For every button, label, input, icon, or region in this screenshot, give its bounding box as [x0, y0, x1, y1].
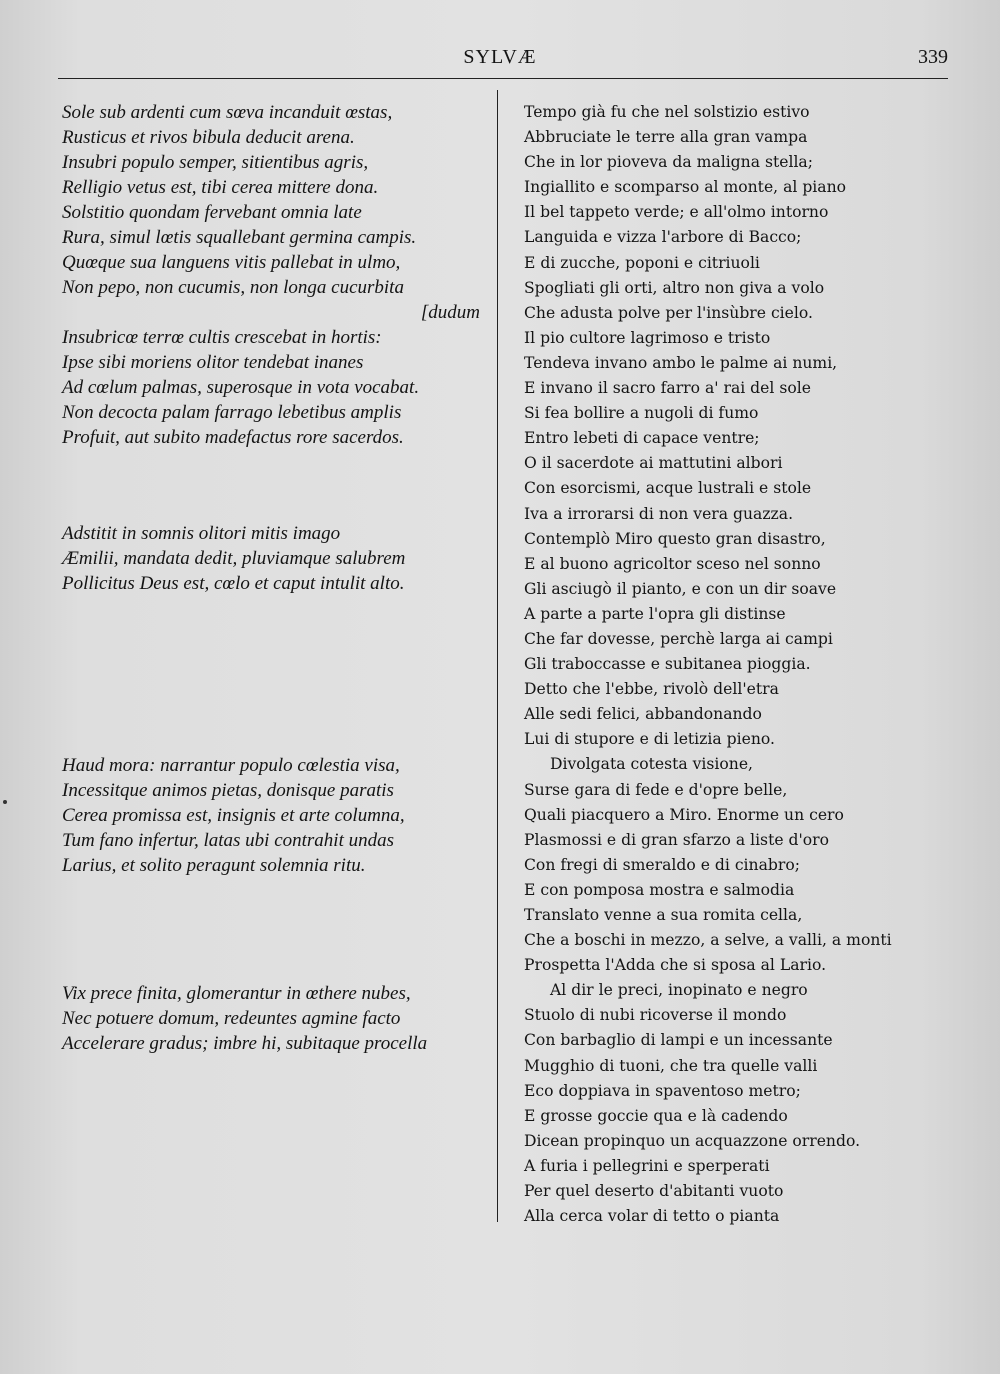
running-header-title: SYLVÆ: [463, 46, 537, 68]
latin-line: Profuit, aut subito madefactus rore sacerdos.: [62, 427, 404, 448]
italian-line: E al buono agricoltor sceso nel sonno: [524, 554, 821, 573]
italian-line: E con pomposa mostra e salmodia: [524, 880, 795, 899]
italian-translation: [524, 100, 984, 1229]
latin-line: Relligio vetus est, tibi cerea mittere dona.: [62, 177, 379, 198]
italian-line: Iva a irrorarsi di non vera guazza.: [524, 504, 794, 523]
latin-stanza-3: [62, 753, 492, 878]
latin-line: Insubri populo semper, sitientibus agris,: [62, 152, 369, 173]
italian-line: Mugghio di tuoni, che tra quelle valli: [524, 1056, 818, 1075]
italian-line: Translato venne a sua romita cella,: [524, 906, 803, 924]
italian-line: Contemplò Miro questo gran disastro,: [524, 529, 826, 548]
italian-line-paragraph-start: Al dir le preci, inopinato e negro: [550, 981, 808, 1000]
italian-line: Alla cerca volar di tetto o pianta: [524, 1207, 780, 1226]
italian-line: Gli asciugò il pianto, e con un dir soave: [524, 579, 837, 598]
italian-line: Tendeva invano ambo le palme ai numi,: [524, 353, 838, 372]
italian-line: Spogliati gli orti, altro non giva a volo: [524, 278, 825, 297]
page-number: 339: [918, 46, 948, 68]
latin-line: Solstitio quondam fervebant omnia late: [62, 202, 362, 223]
italian-line: Plasmossi e di gran sfarzo a liste d'oro: [524, 830, 830, 849]
latin-line: Non decocta palam farrago lebetibus amplis: [62, 402, 402, 423]
italian-line: Ingiallito e scomparso al monte, al piano: [524, 178, 847, 197]
latin-line: Incessitque animos pietas, donisque paratis: [62, 780, 394, 801]
italian-line: Che a boschi in mezzo, a selve, a valli, a monti: [524, 931, 892, 950]
italian-line: Detto che l'ebbe, rivolò dell'etra: [524, 680, 779, 699]
italian-line: Entro lebeti di capace ventre;: [524, 429, 760, 448]
italian-line: Con barbaglio di lampi e un incessante: [524, 1031, 833, 1050]
latin-stanza-1: [62, 100, 492, 450]
italian-line: Dicean propinquo un acquazzone orrendo.: [524, 1131, 861, 1150]
italian-line: Eco doppiava in spaventoso metro;: [524, 1081, 801, 1100]
latin-line: Adstitit in somnis olitori mitis imago: [62, 523, 341, 544]
italian-line: Prospetta l'Adda che si sposa al Lario.: [524, 956, 827, 975]
latin-line: Vix prece finita, glomerantur in œthere nubes,: [62, 983, 411, 1004]
italian-line: Alle sedi felici, abbandonando: [524, 705, 762, 724]
italian-line: A parte a parte l'opra gli distinse: [524, 604, 786, 623]
latin-line: Nec potuere domum, redeuntes agmine facto: [62, 1008, 401, 1029]
italian-line: O il sacerdote ai mattutini albori: [524, 454, 783, 473]
latin-line: Æmilii, mandata dedit, pluviamque salubrem: [62, 548, 406, 569]
italian-line: Il bel tappeto verde; e all'olmo intorno: [524, 203, 829, 222]
ink-spot: [3, 800, 7, 804]
latin-line: Cerea promissa est, insignis et arte columna,: [62, 805, 405, 826]
italian-line: E invano il sacro farro a' rai del sole: [524, 379, 811, 398]
latin-line: Accelerare gradus; imbre hi, subitaque procella: [62, 1033, 428, 1054]
latin-stanza-4: [62, 981, 492, 1056]
italian-line: Tempo già fu che nel solstizio estivo: [524, 103, 810, 121]
italian-line: Languida e vizza l'arbore di Bacco;: [524, 228, 802, 247]
latin-line: Rura, simul lœtis squallebant germina campis.: [62, 227, 417, 248]
italian-line: Che far dovesse, perchè larga ai campi: [524, 629, 833, 648]
column-divider: [497, 90, 498, 1222]
latin-line-continuation: [dudum: [420, 302, 480, 323]
latin-stanza-2: [62, 521, 492, 596]
latin-line: Pollicitus Deus est, cœlo et caput intulit alto.: [62, 573, 405, 594]
latin-line: Sole sub ardenti cum sœva incanduit œstas,: [62, 102, 393, 123]
italian-line-paragraph-start: Divolgata cotesta visione,: [550, 755, 754, 774]
header-rule: [58, 78, 948, 79]
italian-line: Stuolo di nubi ricoverse il mondo: [524, 1006, 787, 1025]
italian-line: Si fea bollire a nugoli di fumo: [524, 404, 759, 423]
italian-line: Il pio cultore lagrimoso e tristo: [524, 328, 771, 347]
latin-line: Haud mora: narrantur populo cœlestia visa,: [62, 755, 400, 776]
italian-line: A furia i pellegrini e sperperati: [524, 1156, 770, 1175]
italian-line: E grosse goccie qua e là cadendo: [524, 1106, 788, 1125]
italian-line: Con fregi di smeraldo e di cinabro;: [524, 855, 800, 874]
italian-line: Abbruciate le terre alla gran vampa: [524, 128, 808, 147]
latin-line: Larius, et solito peragunt solemnia ritu.: [62, 855, 366, 876]
latin-line: Tum fano infertur, latas ubi contrahit undas: [62, 830, 395, 851]
italian-line: Surse gara di fede e d'opre belle,: [524, 780, 788, 799]
latin-line: Quœque sua languens vitis pallebat in ulmo,: [62, 252, 401, 273]
italian-line: Quali piacquero a Miro. Enorme un cero: [524, 805, 844, 824]
italian-line: E di zucche, poponi e citriuoli: [524, 253, 760, 272]
italian-line: Con esorcismi, acque lustrali e stole: [524, 479, 812, 498]
italian-line: Per quel deserto d'abitanti vuoto: [524, 1182, 784, 1201]
latin-line: Insubricœ terrœ cultis crescebat in hortis:: [62, 327, 382, 348]
italian-line: Che adusta polve per l'insùbre cielo.: [524, 303, 813, 322]
italian-line: Lui di stupore e di letizia pieno.: [524, 730, 775, 749]
latin-line: Ad cœlum palmas, superosque in vota vocabat.: [62, 377, 420, 398]
italian-line: Che in lor pioveva da maligna stella;: [524, 153, 813, 172]
latin-line: Rusticus et rivos bibula deducit arena.: [62, 127, 355, 148]
italian-line: Gli traboccasse e subitanea pioggia.: [524, 655, 811, 674]
latin-line: Non pepo, non cucumis, non longa cucurbita: [62, 277, 404, 298]
latin-line: Ipse sibi moriens olitor tendebat inanes: [62, 352, 364, 373]
